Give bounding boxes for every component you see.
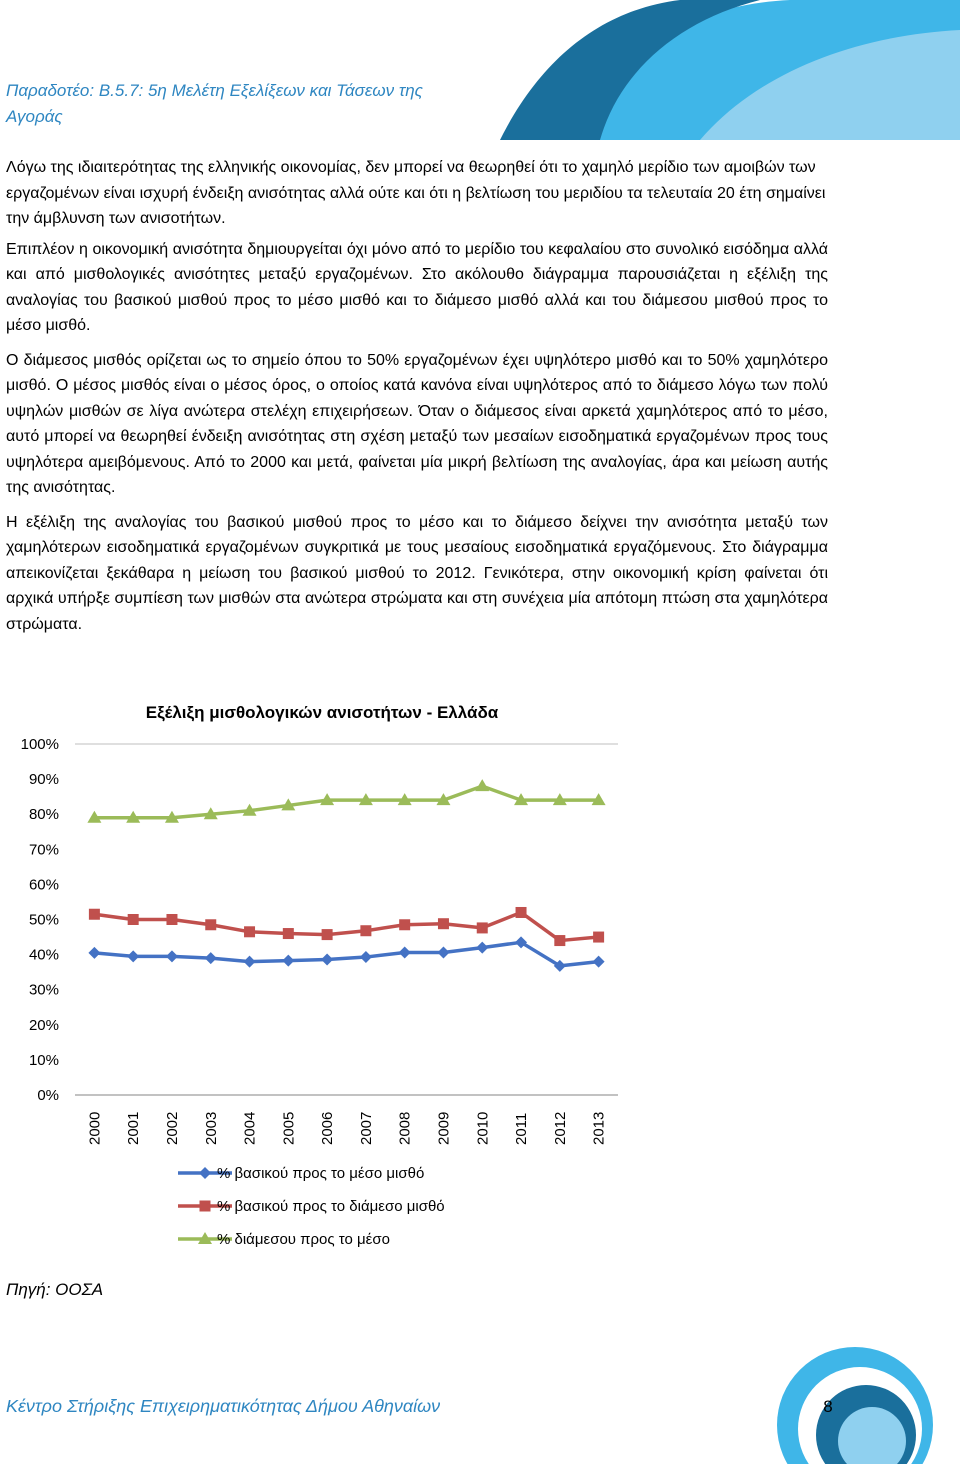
data-point-square [89,909,100,920]
data-point-diamond [360,951,372,963]
chart-axes [21,736,618,1145]
x-tick-label: 2003 [202,1111,220,1145]
data-point-diamond [205,952,217,964]
legend-label: % διάμεσου προς το μέσο [217,1231,390,1248]
data-point-diamond [476,942,488,954]
x-tick-label: 2009 [435,1111,453,1145]
document-title: Παραδοτέο: Β.5.7: 5η Μελέτη Εξελίξεων και Τάσεων της Αγοράς [6,81,423,126]
y-tick-label: 30% [28,981,59,999]
x-tick-label: 2010 [474,1111,492,1145]
x-tick-label: 2002 [163,1111,181,1145]
x-tick-label: 2013 [590,1111,608,1145]
series-1 [88,936,604,972]
x-tick-label: 2004 [241,1111,259,1145]
legend-label: % βασικού προς το μέσο μισθό [217,1165,425,1182]
footer-organization: Κέντρο Στήριξης Επιχειρηματικότητας Δήμου Αθηναίων [6,1396,441,1416]
source-note: Πηγή: ΟΟΣΑ [6,1280,104,1299]
data-point-triangle [475,779,489,791]
legend-item [178,1165,424,1182]
data-point-square [166,914,177,925]
page-number: 8 [823,1397,833,1416]
series-3 [87,779,605,823]
data-point-square [244,926,255,937]
data-point-diamond [437,946,449,958]
data-point-square [477,922,488,933]
paragraph: Ο διάμεσος μισθός ορίζεται ως το σημείο όπου το 50% εργαζομένων έχει υψηλότερο μισθό και το 50% χαμηλότερο μισθό. Ο μέσος μισθός είναι ο μέσος όρος, ο οποίος κατά κανόνα είναι υψηλότερος από το διάμεσο λόγω των πολύ υψηλών μισθών σε λίγα ανώτερα στελέχη επιχειρήσεων. Όταν ο διάμεσος είναι αρκετά χαμηλότερος από το μέσο, αυτό μπορεί να θεωρηθεί ένδειξη ανισότητας στη σχέση μεταξύ των μεσαίων εισοδηματικά εργαζομένων προς τους υψηλότερα αμειβόμενους. Από το 2000 και μετά, φαίνεται μία μικρή βελτίωση της αναλογίας, άρα και μείωση αυτής της ανισότητας. [6,351,828,496]
y-tick-label: 100% [20,736,59,753]
data-point-square [205,919,216,930]
chart-series [87,779,605,972]
y-tick-label: 80% [28,806,59,824]
y-tick-label: 70% [28,841,59,859]
y-tick-label: 60% [28,876,59,894]
x-tick-label: 2000 [86,1111,104,1145]
data-point-square [516,907,527,918]
legend-label: % βασικού προς το διάμεσο μισθό [217,1198,445,1215]
data-point-square [438,918,449,929]
data-point-diamond [593,956,605,968]
data-point-diamond [199,1167,211,1179]
body-text [6,155,828,646]
data-point-diamond [127,950,139,962]
y-tick-label: 40% [28,946,59,964]
x-tick-label: 2006 [319,1111,337,1145]
data-point-square [554,935,565,946]
x-tick-label: 2012 [551,1111,569,1145]
data-point-diamond [399,946,411,958]
data-point-square [322,929,333,940]
y-tick-label: 50% [28,911,59,929]
data-point-diamond [244,956,256,968]
footer-decoration [740,1345,960,1464]
data-point-diamond [282,955,294,967]
paragraph: Η εξέλιξη της αναλογίας του βασικού μισθού προς το μέσο και το διάμεσο δείχνει την ανισότητα μεταξύ των χαμηλότερων εισοδηματικά εργαζομένων συγκριτικά με τους μεσαίους εισοδηματικά εργαζόμενους. Στο διάγραμμα απεικονίζεται ξεκάθαρα η μείωση του βασικού μισθού το 2012. Γενικότερα, στην οικονομική κρίση φαίνεται ότι αρχικά υπήρξε συμπίεση των μισθών στα ανώτερα στρώματα και στη συνέχεια μία απότομη πτώση στα χαμηλότερα στρώματα. [6,513,828,633]
paragraph: Λόγω της ιδιαιτερότητας της ελληνικής οικονομίας, δεν μπορεί να θεωρηθεί ότι το χαμηλό μερίδιο των αμοιβών των εργαζομένων είναι ισχυρή ένδειξη ανισότητας αλλά ούτε και ότι η βελτίωση του μεριδίου τα τελευταία 20 έτη σημαίνει την άμβλυνση των ανισοτήτων. [6,159,826,227]
wage-inequality-chart [0,690,640,1260]
x-tick-label: 2001 [125,1111,143,1145]
y-tick-label: 0% [37,1087,59,1104]
chart-title: Εξέλιξη μισθολογικών ανισοτήτων - Ελλάδα [145,703,499,722]
x-tick-label: 2011 [513,1112,531,1145]
y-tick-label: 90% [28,771,59,789]
y-tick-label: 20% [28,1016,59,1034]
data-point-square [283,928,294,939]
legend-item [178,1198,445,1215]
data-point-square [399,919,410,930]
x-tick-label: 2008 [396,1111,414,1145]
data-point-square [593,932,604,943]
data-point-diamond [88,947,100,959]
y-tick-label: 10% [28,1051,59,1069]
legend-item [178,1231,390,1248]
data-point-square [128,914,139,925]
data-point-square [200,1201,211,1212]
paragraph: Επιπλέον η οικονομική ανισότητα δημιουργείται όχι μόνο από το μερίδιο του κεφαλαίου στο συνολικό εισόδημα αλλά και από μισθολογικές ανισότητες μεταξύ εργαζομένων. Στο ακόλουθο διάγραμμα παρουσιάζεται η εξέλιξη της αναλογίας του βασικού μισθού προς το μέσο μισθό και το διάμεσο μισθό αλλά και του διάμεσου μισθού προς το μέσο μισθό. [6,240,828,334]
series-2 [89,907,604,946]
x-tick-label: 2007 [357,1111,375,1145]
data-point-diamond [166,950,178,962]
chart-legend [178,1165,445,1248]
x-tick-label: 2005 [280,1111,298,1145]
data-point-square [360,925,371,936]
data-point-diamond [321,954,333,966]
